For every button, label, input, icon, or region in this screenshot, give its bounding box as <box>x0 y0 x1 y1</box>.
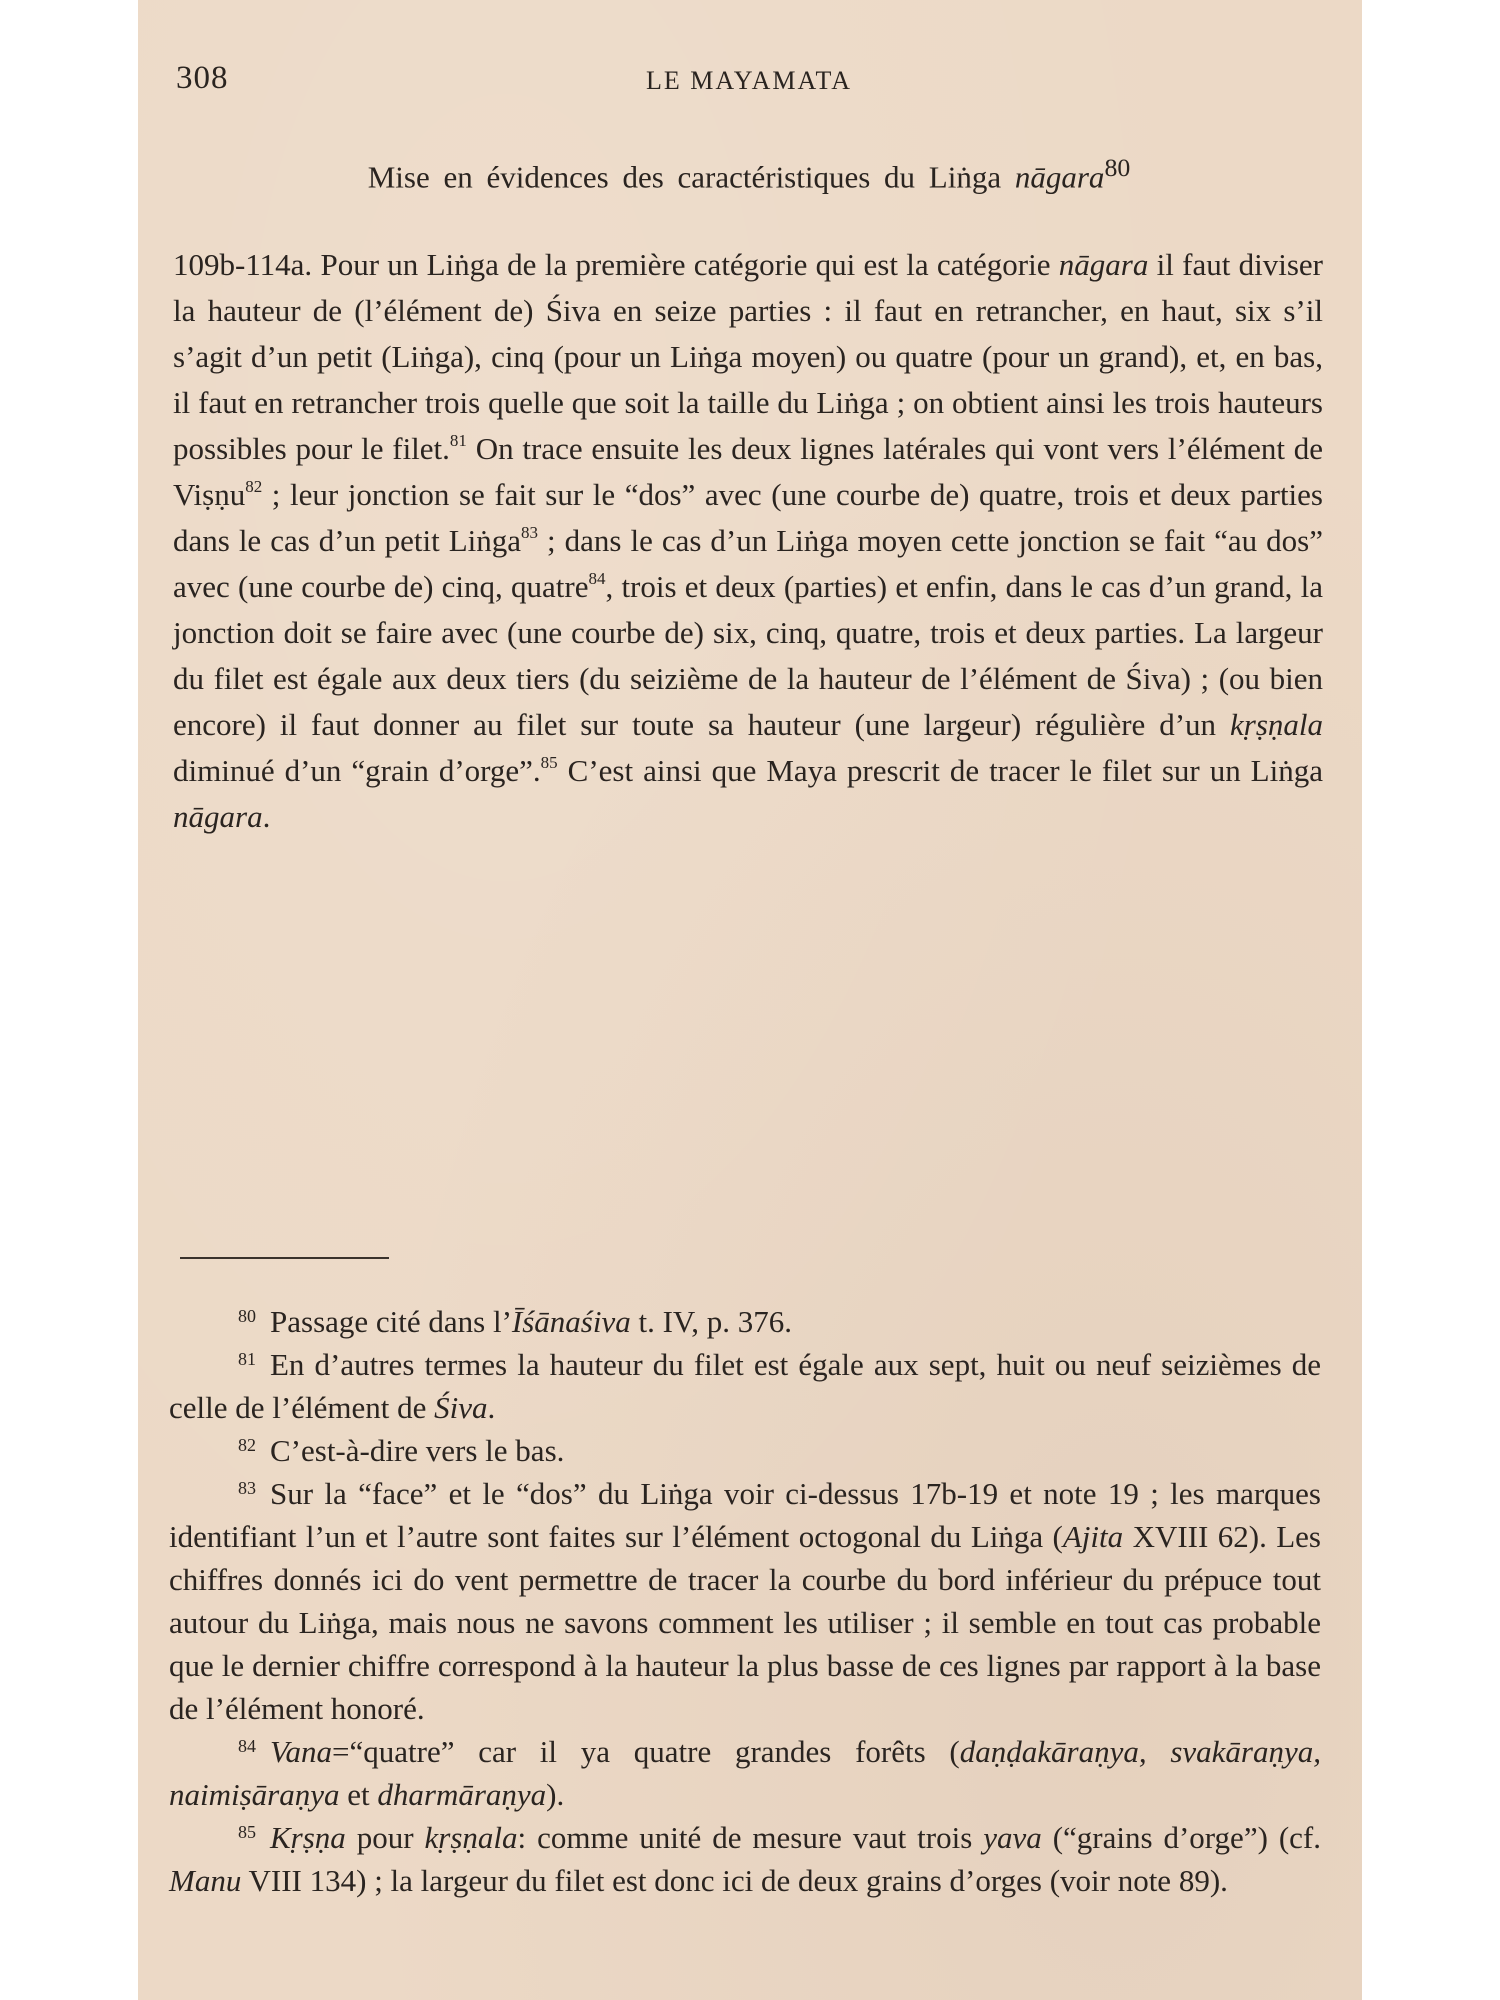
footnote-85: $^{85}$ Kṛṣṇa pour kṛṣṇala: comme unité de mesure vaut trois yava (“grains d’orge”) (cf. Manu VIII 134) ; la largeur du filet est donc ici de deux grains d’orges (voir note 89). <box>169 1820 1321 1898</box>
footnote-84: $^{84}$ Vana=“quatre” car il ya quatre grandes forêts (daṇḍakāraṇya, svakāraṇya, naimiṣāraṇya et dharmāraṇya). <box>169 1734 1321 1812</box>
footnote-number: 80 <box>238 1306 256 1326</box>
footnote-number: 84 <box>238 1736 256 1756</box>
footnote-number: 85 <box>238 1822 256 1842</box>
footnote-83: $^{83}$ Sur la “face” et le “dos” du Liṅga voir ci-dessus 17b-19 et note 19 ; les marques identifiant l’un et l’autre sont faites sur l’élément octogonal du Liṅga (Ajita XVIII 62). Les chiffres donnés ici do vent permettre de tracer la courbe du bord inférieur du prépuce tout autour du Liṅga, mais nous ne savons comment les utiliser ; il semble en tout cas probable que le dernier chiffre correspond à la hauteur la plus basse de ces lignes par rapport à la base de l’élément honoré. <box>169 1476 1321 1726</box>
footnote-ref-85[interactable]: 85 <box>540 753 558 772</box>
page-header <box>176 60 1322 110</box>
footnote-ref-80[interactable]: 80 <box>1104 153 1131 182</box>
footnote-80: $^{80}$ Passage cité dans l’Īśānaśiva t. IV, p. 376. <box>238 1304 793 1339</box>
footnote-ref-84[interactable]: 84 <box>588 569 606 588</box>
footnote-number: 81 <box>238 1349 256 1369</box>
footnote-81: $^{81}$ En d’autres termes la hauteur du filet est égale aux sept, huit ou neuf seizièmes de celle de l’élément de Śiva. <box>169 1347 1321 1425</box>
footnote-ref-83[interactable]: 83 <box>521 523 539 542</box>
verse-reference: 109b-114a. <box>173 247 313 282</box>
footnotes <box>169 1300 1321 1902</box>
running-title: LE MAYAMATA <box>645 66 853 95</box>
footnote-ref-81[interactable]: 81 <box>449 431 467 450</box>
page-number: 308 <box>176 60 229 96</box>
footnote-number: 82 <box>238 1435 256 1455</box>
footnote-ref-82[interactable]: 82 <box>245 477 263 496</box>
footnote-number: 83 <box>238 1478 256 1498</box>
footnote-divider <box>180 1257 389 1259</box>
section-title: Mise en évidences des caractéristiques du Liṅga nāgara$^{80}$ <box>367 153 1131 195</box>
main-paragraph: 109b-114a. Pour un Liṅga de la première catégorie qui est la catégorie nāgara il faut diviser la hauteur de (l’élément de) Śiva en seize parties : il faut en retrancher, en haut, six s’il s’agit d’un petit (Liṅga), cinq (pour un Liṅga moyen) ou quatre (pour un grand), et, en bas, il faut en retrancher trois quelle que soit la taille du Liṅga ; on obtient ainsi les trois hauteurs possibles pour le filet.$^{81}$ On trace ensuite les deux lignes latérales qui vont vers l’élément de Viṣṇu$^{82}$ ; leur jonction se fait sur le “dos” avec (une courbe de) quatre, trois et deux parties dans le cas d’un petit Liṅga$^{83}$ ; dans le cas d’un Liṅga moyen cette jonction se fait “au dos” avec (une courbe de) cinq, quatre$^{84}$, trois et deux (parties) et enfin, dans le cas d’un grand, la jonction doit se faire avec (une courbe de) six, cinq, quatre, trois et deux parties. La largeur du filet est égale aux deux tiers (du seizième de la hauteur de l’élément de Śiva) ; (ou bien encore) il faut donner au filet sur toute sa hauteur (une largeur) régulière d’un kṛṣṇala diminué d’un “grain d’orge”.$^{85}$ C’est ainsi que Maya prescrit de tracer le filet sur un Liṅga nāgara. <box>173 247 1324 834</box>
footnote-82: $^{82}$ C’est-à-dire vers le bas. <box>238 1433 565 1468</box>
